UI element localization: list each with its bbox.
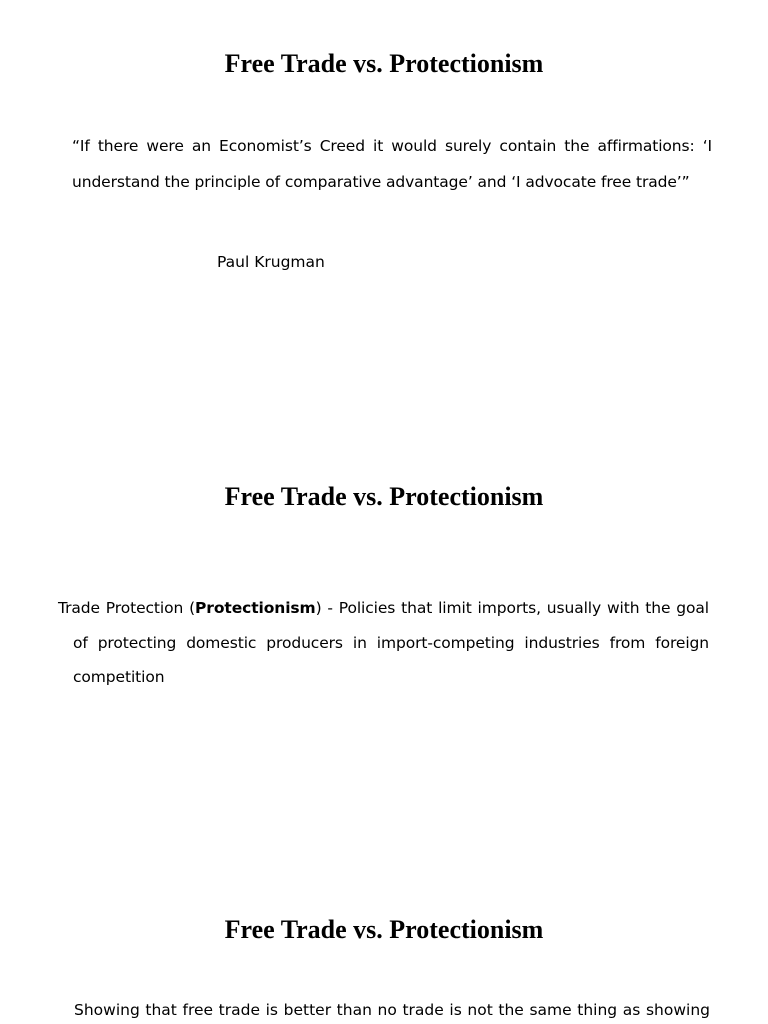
slide-2-title: Free Trade vs. Protectionism bbox=[224, 482, 544, 511]
quote-author: Paul Krugman bbox=[217, 253, 325, 271]
slide-3-title: Free Trade vs. Protectionism bbox=[224, 915, 544, 944]
definition-lead-text: Trade Protection ( bbox=[58, 599, 196, 617]
definition-body-text: ) - Policies that limit imports, usually with the goal of protecting domestic producers in import-competing industries from foreign competition bbox=[73, 599, 710, 686]
protectionism-definition bbox=[58, 591, 709, 695]
slide-3-body-text: Showing that free trade is better than no trade is not the same thing as showing bbox=[74, 1001, 710, 1019]
definition-term: Protectionism bbox=[195, 599, 316, 617]
slide-1-title: Free Trade vs. Protectionism bbox=[224, 49, 544, 78]
krugman-quote: “If there were an Economist’s Creed it would surely contain the affirmations: ‘I understand the principle of comparative advantage’ and ‘I advocate free trade’” bbox=[72, 137, 712, 191]
